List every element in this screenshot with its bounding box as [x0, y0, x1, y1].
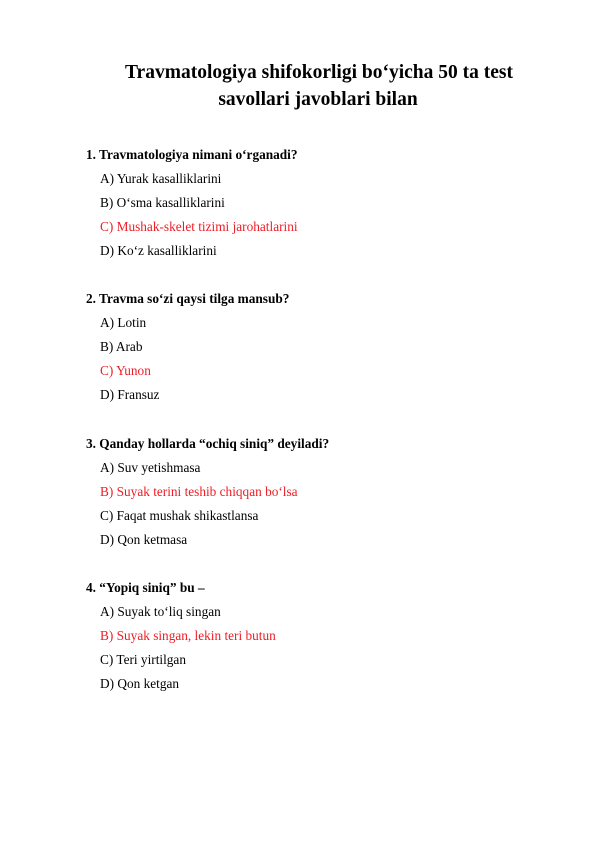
option-d: D) Fransuz [100, 387, 160, 402]
question-1 [86, 146, 566, 260]
option-c-correct-answer: C) Mushak-skelet tizimi jarohatlarini [100, 219, 298, 234]
question-text: 2. Travma so‘zi qaysi tilga mansub? [86, 291, 290, 306]
option-c: C) Teri yirtilgan [100, 652, 186, 667]
question-3 [86, 435, 566, 549]
option-a: A) Suyak to‘liq singan [100, 604, 221, 619]
option-d: D) Qon ketgan [100, 676, 180, 691]
option-c: C) Faqat mushak shikastlansa [100, 508, 259, 523]
option-d: D) Ko‘z kasalliklarini [100, 243, 217, 258]
question-4 [86, 579, 566, 693]
option-b: B) Arab [100, 339, 143, 354]
title-line-1: Travmatologiya shifokorligi bo‘yicha 50 ta test [125, 62, 513, 83]
question-text: 4. “Yopiq siniq” bu – [86, 580, 205, 595]
option-c-correct-answer: C) Yunon [100, 363, 151, 378]
option-b: B) O‘sma kasalliklarini [100, 195, 225, 210]
title-line-2: savollari javoblari bilan [218, 89, 418, 110]
question-2 [86, 290, 566, 404]
option-a: A) Suv yetishmasa [100, 460, 201, 475]
option-b-correct-answer: B) Suyak terini teshib chiqqan bo‘lsa [100, 484, 298, 499]
option-a: A) Yurak kasalliklarini [100, 171, 222, 186]
question-text: 1. Travmatologiya nimani o‘rganadi? [86, 147, 298, 162]
option-a: A) Lotin [100, 315, 147, 330]
question-text: 3. Qanday hollarda “ochiq siniq” deyiladi? [86, 436, 330, 451]
option-b-correct-answer: B) Suyak singan, lekin teri butun [100, 628, 276, 643]
option-d: D) Qon ketmasa [100, 532, 188, 547]
document-title [0, 59, 596, 113]
